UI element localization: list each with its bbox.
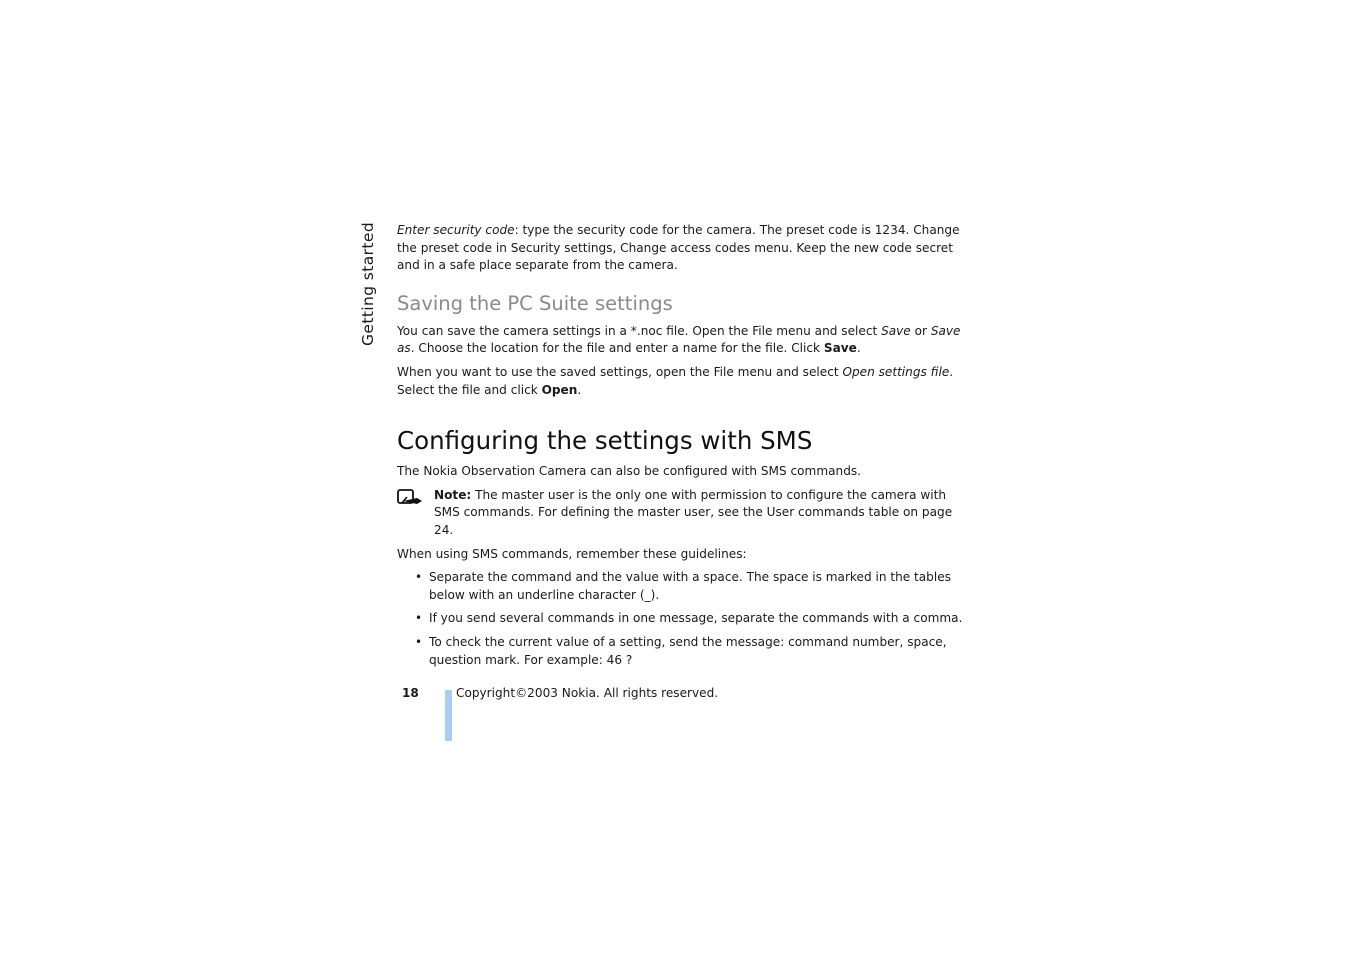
- note-body: The master user is the only one with permission to configure the camera with SMS commands. For defining the master user, see the User commands table on page 24.: [434, 487, 953, 537]
- page-content: [397, 222, 969, 675]
- list-item: [397, 634, 969, 669]
- sms-heading: Configuring the settings with SMS: [397, 426, 813, 456]
- saving-p1-save-italic: Save: [881, 323, 911, 338]
- list-item: [397, 569, 969, 604]
- bullet-icon: •: [415, 570, 423, 585]
- guidelines-intro: When using SMS commands, remember these guidelines:: [397, 546, 747, 561]
- guideline-text: If you send several commands in one message, separate the commands with a comma.: [429, 611, 963, 626]
- intro-paragraph: [397, 222, 969, 275]
- note-block: [397, 487, 969, 540]
- copyright-notice: Copyright©2003 Nokia. All rights reserved.: [456, 686, 719, 700]
- saving-p1-or: or: [910, 323, 931, 338]
- saving-p1-end: .: [856, 341, 861, 356]
- footer-accent-bar: [445, 690, 452, 741]
- bullet-icon: •: [415, 634, 423, 649]
- saving-p1-text-a: You can save the camera settings in a *.noc file. Open the File menu and select: [397, 323, 882, 338]
- saving-p1-text-b: . Choose the location for the file and enter a name for the file. Click: [410, 341, 824, 356]
- guidelines-list: [397, 569, 969, 669]
- intro-term: Enter security code: [397, 223, 515, 237]
- saving-p2-text-a: When you want to use the saved settings, open the File menu and select: [397, 364, 843, 379]
- list-item: [397, 610, 969, 628]
- saving-paragraph-1: [397, 323, 969, 358]
- note-label: Note:: [434, 487, 472, 502]
- saving-p2-text-b: . Select the file and click: [397, 364, 954, 397]
- bullet-icon: •: [415, 611, 423, 626]
- saving-heading: Saving the PC Suite settings: [397, 291, 673, 315]
- note-text: [434, 487, 969, 540]
- guideline-text: Separate the command and the value with a space. The space is marked in the tables below with an underline character (_).: [429, 570, 951, 602]
- saving-p2-open-settings-italic: Open settings file: [842, 364, 950, 379]
- intro-text: : type the security code for the camera. The preset code is 1234. Change the preset code in Security settings, Change access codes menu. Keep the new code secret and in a safe place separate from the camera.: [397, 223, 960, 273]
- saving-p1-save-bold: Save: [823, 341, 857, 356]
- saving-p2-open-bold: Open: [541, 382, 578, 397]
- saving-paragraph-2: [397, 364, 969, 399]
- sms-intro: The Nokia Observation Camera can also be configured with SMS commands.: [397, 464, 862, 479]
- section-side-tab: Getting started: [359, 221, 377, 346]
- guideline-text: To check the current value of a setting, send the message: command number, space, question mark. For example: 46 ?: [429, 634, 947, 667]
- page-number: 18: [402, 686, 419, 700]
- saving-p2-end: .: [577, 382, 582, 397]
- saving-p1-save-as-italic: Save as: [397, 323, 961, 356]
- note-pencil-icon: [397, 487, 434, 513]
